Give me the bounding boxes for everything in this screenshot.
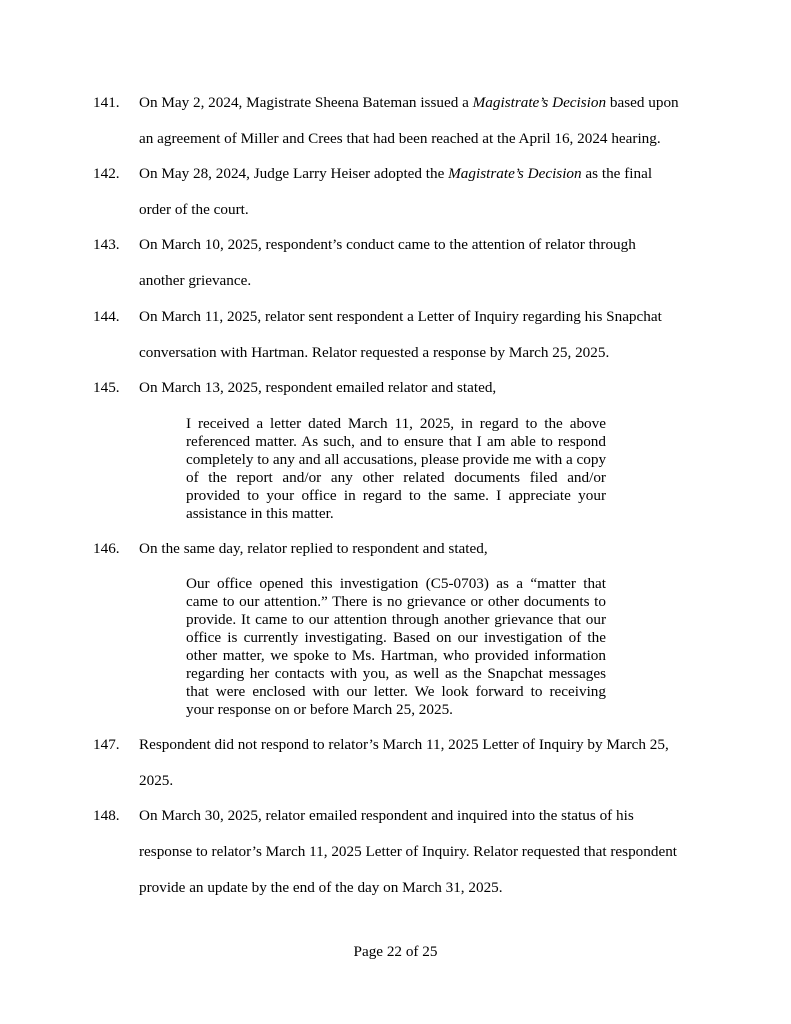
quote-line: came to our attention.” There is no grievance or other documents to xyxy=(186,593,606,610)
paragraph-text xyxy=(139,370,703,406)
case-document-title: Magistrate’s Decision xyxy=(448,165,582,182)
quote-line: office is currently investigating. Based on our investigation of the xyxy=(186,629,606,646)
quote-line: Our office opened this investigation (C5-0703) as a “matter that xyxy=(186,575,606,592)
page-number-footer: Page 22 of 25 xyxy=(353,943,438,960)
text-line: On the same day, relator replied to respondent and stated, xyxy=(139,540,488,557)
paragraph-number: 145. xyxy=(93,379,120,396)
text-line: conversation with Hartman. Relator requested a response by March 25, 2025. xyxy=(139,344,610,361)
paragraph-141 xyxy=(93,85,703,157)
quote-line: provide. It came to our attention through another grievance that our xyxy=(186,611,606,628)
paragraph-text xyxy=(139,85,703,157)
paragraph-147 xyxy=(93,727,703,799)
paragraph-number: 144. xyxy=(93,308,120,325)
quote-line: of the report and/or any other related documents filed and/or xyxy=(186,469,606,486)
text-line: On May 28, 2024, Judge Larry Heiser adopted the Magistrate’s Decision as the final xyxy=(139,165,653,182)
block-quote-respondent-email xyxy=(186,415,606,523)
block-quote-relator-reply xyxy=(186,575,606,719)
text-line: On March 30, 2025, relator emailed respondent and inquired into the status of his xyxy=(139,807,634,824)
paragraph-number: 147. xyxy=(93,736,120,753)
text-line: 2025. xyxy=(139,772,174,789)
quote-line: other matter, we spoke to Ms. Hartman, who provided information xyxy=(186,647,606,664)
paragraph-145 xyxy=(93,370,703,406)
paragraph-number: 143. xyxy=(93,236,120,253)
paragraph-text xyxy=(139,798,703,906)
quote-line: referenced matter. As such, and to ensure that I am able to respond xyxy=(186,433,606,450)
quote-line: regarding her contacts with you, as well as the Snapchat messages xyxy=(186,665,606,682)
quote-line: that were enclosed with our letter. We look forward to receiving xyxy=(186,683,606,700)
paragraph-text xyxy=(139,531,703,567)
case-document-title: Magistrate’s Decision xyxy=(472,94,607,111)
text-line: On March 11, 2025, relator sent respondent a Letter of Inquiry regarding his Snapchat xyxy=(139,308,662,325)
text-line: On May 2, 2024, Magistrate Sheena Bateman issued a Magistrate’s Decision based upon xyxy=(139,94,679,111)
quote-line: provided to your office in regard to the same. I appreciate your xyxy=(186,487,606,504)
quote-line: assistance in this matter. xyxy=(186,505,334,522)
text-line: On March 13, 2025, respondent emailed relator and stated, xyxy=(139,379,497,396)
text-line: On March 10, 2025, respondent’s conduct came to the attention of relator through xyxy=(139,236,636,253)
paragraph-148 xyxy=(93,798,703,906)
text-line: provide an update by the end of the day on March 31, 2025. xyxy=(139,879,503,896)
text-line: an agreement of Miller and Crees that had been reached at the April 16, 2024 hearing. xyxy=(139,130,661,147)
quote-line: I received a letter dated March 11, 2025, in regard to the above xyxy=(186,415,606,432)
paragraph-text xyxy=(139,299,703,371)
paragraph-number: 146. xyxy=(93,540,120,557)
paragraph-146 xyxy=(93,531,703,567)
paragraph-number: 148. xyxy=(93,807,120,824)
paragraph-text xyxy=(139,156,703,228)
text-line: Respondent did not respond to relator’s March 11, 2025 Letter of Inquiry by March 25, xyxy=(139,736,669,753)
paragraph-text xyxy=(139,227,703,299)
paragraph-144 xyxy=(93,299,703,371)
paragraph-text xyxy=(139,727,703,799)
paragraph-number: 142. xyxy=(93,165,120,182)
quote-line: completely to any and all accusations, please provide me with a copy xyxy=(186,451,607,468)
quote-line: your response on or before March 25, 2025. xyxy=(186,701,453,718)
paragraph-number: 141. xyxy=(93,94,120,111)
paragraph-142 xyxy=(93,156,703,228)
paragraph-143 xyxy=(93,227,703,299)
text-line: another grievance. xyxy=(139,272,252,289)
text-line: response to relator’s March 11, 2025 Letter of Inquiry. Relator requested that respondent xyxy=(139,843,678,860)
text-line: order of the court. xyxy=(139,201,249,218)
